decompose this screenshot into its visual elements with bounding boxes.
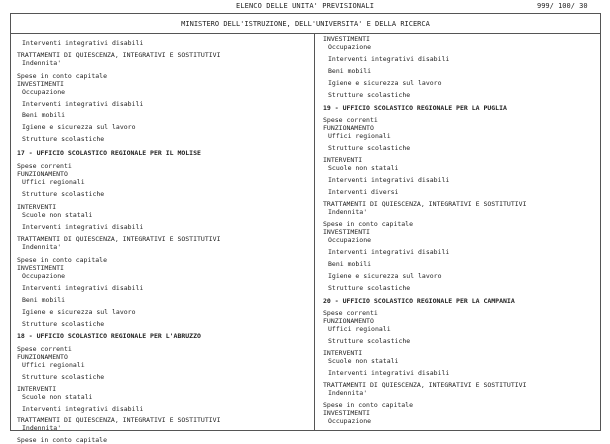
budget-line: Occupazione [328,417,372,425]
budget-line: Strutture scolastiche [328,144,411,152]
budget-line: TRATTAMENTI DI QUIESCENZA, INTEGRATIVI E SOSTITUTIVI [17,235,221,243]
budget-line: Spese in conto capitale [17,72,108,80]
ministry-heading: MINISTERO DELL'ISTRUZIONE, DELL'UNIVERSITA' E DELLA RICERCA [11,14,600,34]
budget-line: Spese correnti [17,345,72,353]
budget-line: Strutture scolastiche [328,284,411,292]
budget-line: INVESTIMENTI [17,264,64,272]
budget-line: Beni mobili [328,260,372,268]
document-frame [10,13,601,444]
budget-line: Interventi integrativi disabili [22,405,144,413]
budget-line: Interventi diversi [328,188,399,196]
budget-line: Occupazione [328,43,372,51]
budget-line: TRATTAMENTI DI QUIESCENZA, INTEGRATIVI E SOSTITUTIVI [17,416,221,424]
budget-line: Spese correnti [323,116,378,124]
budget-line: Scuole non statali [22,211,93,219]
budget-line: Spese in conto capitale [17,436,108,444]
budget-line: Interventi integrativi disabili [328,248,450,256]
budget-line: Interventi integrativi disabili [328,55,450,63]
budget-line: Occupazione [22,272,66,280]
budget-line: Interventi integrativi disabili [22,223,144,231]
budget-line: Igiene e sicurezza sul lavoro [328,272,442,280]
budget-line: Indennita' [328,389,368,397]
budget-line: Beni mobili [328,67,372,75]
budget-line: Scuole non statali [328,164,399,172]
section-heading: 20 - UFFICIO SCOLASTICO REGIONALE PER LA CAMPANIA [323,297,515,305]
budget-line: Spese in conto capitale [323,220,414,228]
budget-line: Uffici regionali [328,325,391,333]
right-column [323,35,595,429]
budget-line: INTERVENTI [323,156,363,164]
budget-line: Occupazione [328,236,372,244]
budget-line: Interventi integrativi disabili [328,176,450,184]
page-number: 999/ 100/ 30 [537,2,588,10]
budget-line: Interventi integrativi disabili [328,369,450,377]
budget-line: FUNZIONAMENTO [323,124,374,132]
budget-line: INVESTIMENTI [323,228,370,236]
budget-line: Igiene e sicurezza sul lavoro [328,79,442,87]
budget-line: Scuole non statali [22,393,93,401]
budget-line: Uffici regionali [22,178,85,186]
budget-line: INVESTIMENTI [323,35,370,43]
budget-line: Spese in conto capitale [323,401,414,409]
document-title: ELENCO DELLE UNITA' PREVISIONALI [236,2,375,10]
budget-line: FUNZIONAMENTO [323,317,374,325]
budget-line: Interventi integrativi disabili [22,100,144,108]
budget-line: Igiene e sicurezza sul lavoro [22,308,136,316]
budget-line: Strutture scolastiche [328,337,411,345]
budget-line: INVESTIMENTI [17,80,64,88]
budget-line: Indennita' [22,424,62,432]
budget-line: Spese correnti [17,162,72,170]
budget-line: Indennita' [22,243,62,251]
section-heading: 19 - UFFICIO SCOLASTICO REGIONALE PER LA PUGLIA [323,104,507,112]
budget-line: Strutture scolastiche [328,91,411,99]
left-column [17,35,307,444]
budget-line: Spese in conto capitale [17,256,108,264]
budget-line: INVESTIMENTI [323,409,370,417]
page-header [0,0,610,12]
budget-line: Spese correnti [323,309,378,317]
budget-line: TRATTAMENTI DI QUIESCENZA, INTEGRATIVI E SOSTITUTIVI [323,381,527,389]
budget-line: Igiene e sicurezza sul lavoro [22,123,136,131]
budget-line: FUNZIONAMENTO [17,353,68,361]
budget-line: TRATTAMENTI DI QUIESCENZA, INTEGRATIVI E SOSTITUTIVI [323,200,527,208]
budget-line: INTERVENTI [323,349,363,357]
budget-line: Strutture scolastiche [22,135,105,143]
budget-line: Strutture scolastiche [22,320,105,328]
budget-line: Beni mobili [22,111,66,119]
budget-line: Indennita' [22,59,62,67]
budget-line: Occupazione [22,88,66,96]
column-divider [314,34,315,430]
budget-line: Uffici regionali [328,132,391,140]
budget-line: Interventi integrativi disabili [22,284,144,292]
budget-line: Scuole non statali [328,357,399,365]
budget-line: Indennita' [328,208,368,216]
budget-line: Strutture scolastiche [22,373,105,381]
budget-line: TRATTAMENTI DI QUIESCENZA, INTEGRATIVI E SOSTITUTIVI [17,51,221,59]
budget-line: FUNZIONAMENTO [17,170,68,178]
section-heading: 17 - UFFICIO SCOLASTICO REGIONALE PER IL MOLISE [17,149,201,157]
section-heading: 18 - UFFICIO SCOLASTICO REGIONALE PER L'ABRUZZO [17,332,201,340]
budget-line: INTERVENTI [17,385,57,393]
budget-line: INTERVENTI [17,203,57,211]
budget-line: Interventi integrativi disabili [22,39,144,47]
budget-line: Beni mobili [22,296,66,304]
budget-line: Uffici regionali [22,361,85,369]
budget-line: Strutture scolastiche [22,190,105,198]
